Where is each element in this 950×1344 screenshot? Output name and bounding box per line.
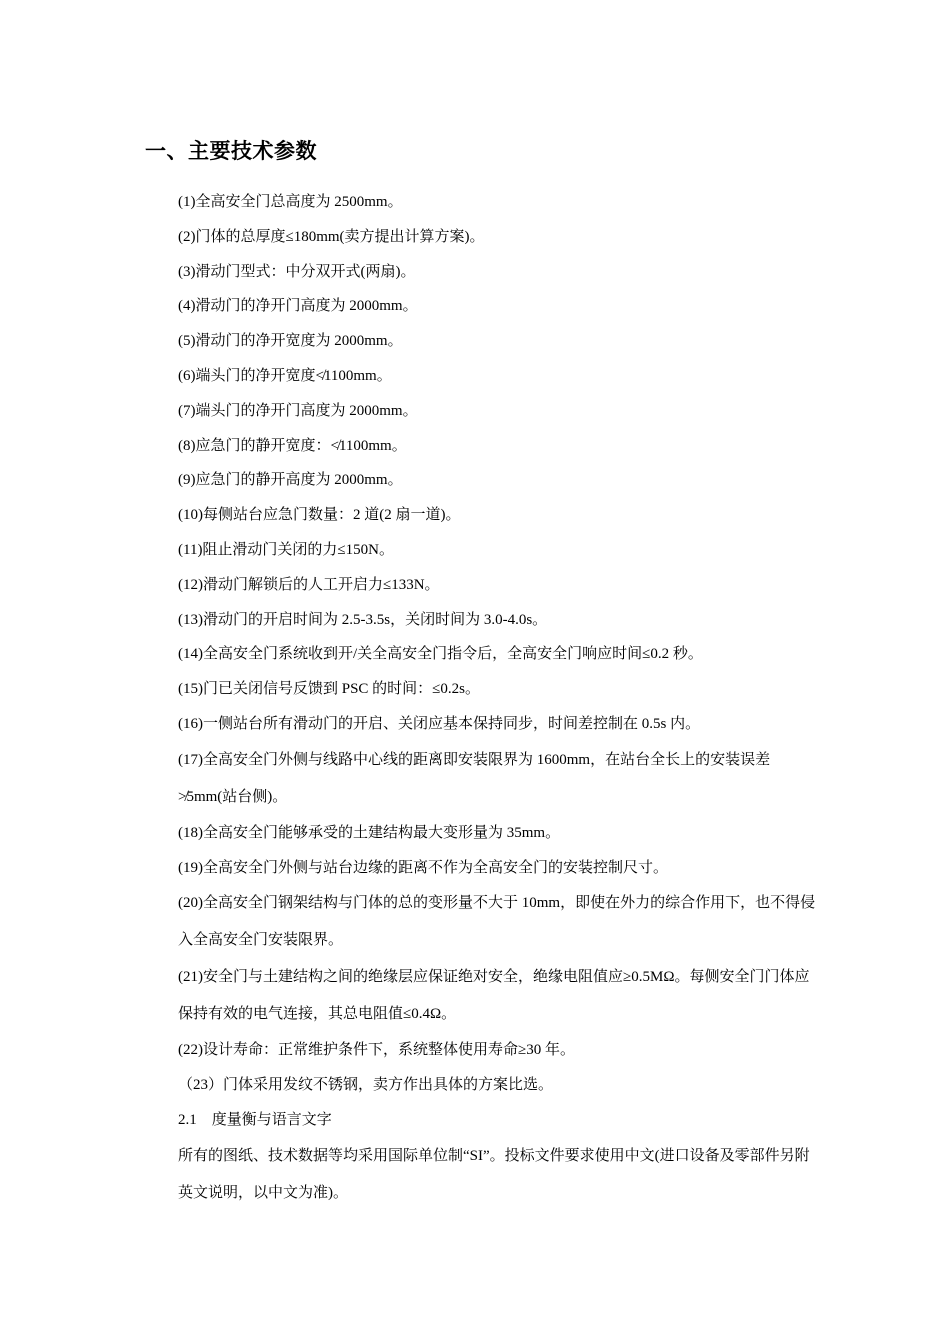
section-heading: 一、主要技术参数 [145,139,317,163]
parameter-list [178,185,818,1212]
list-item: (9)应急门的静开高度为 2000mm。 [178,472,403,489]
list-item: (16)一侧站台所有滑动门的开启、关闭应基本保持同步，时间差控制在 0.5s 内。 [178,715,701,732]
list-item: (7)端头门的净开门高度为 2000mm。 [178,402,418,419]
subsection-heading: 2.1 度量衡与语言文字 [178,1111,332,1128]
list-item: (11)阻止滑动门关闭的力≤150N。 [178,541,394,558]
list-item: (22)设计寿命：正常维护条件下，系统整体使用寿命≥30 年。 [178,1042,575,1059]
list-item: (8)应急门的静开宽度：≮1100mm。 [178,437,407,454]
list-item: (5)滑动门的净开宽度为 2000mm。 [178,333,403,350]
list-item: (14)全高安全门系统收到开/关全高安全门指令后，全高安全门响应时间≤0.2 秒。 [178,646,703,663]
list-item: (17)全高安全门外侧与线路中心线的距离即安装限界为 1600mm，在站台全长上的安装误差≯5mm(站台侧)。 [178,751,771,805]
list-item: (20)全高安全门钢架结构与门体的总的变形量不大于 10mm，即使在外力的综合作用下，也不得侵入全高安全门安装限界。 [178,895,816,949]
closing-paragraph: 所有的图纸、技术数据等均采用国际单位制“SI”。投标文件要求使用中文(进口设备及零部件另附英文说明，以中文为准)。 [178,1147,810,1201]
list-item: (21)安全门与土建结构之间的绝缘层应保证绝对安全，绝缘电阻值应≥0.5MΩ。每侧安全门门体应保持有效的电气连接，其总电阻值≤0.4Ω。 [178,969,810,1023]
list-item: (6)端头门的净开宽度≮1100mm。 [178,367,392,384]
list-item: (10)每侧站台应急门数量：2 道(2 扇一道)。 [178,507,461,524]
list-item: (19)全高安全门外侧与站台边缘的距离不作为全高安全门的安装控制尺寸。 [178,859,668,876]
list-item: (4)滑动门的净开门高度为 2000mm。 [178,298,418,315]
list-item: (12)滑动门解锁后的人工开启力≤133N。 [178,576,440,593]
list-item: (18)全高安全门能够承受的土建结构最大变形量为 35mm。 [178,824,561,841]
list-item: (13)滑动门的开启时间为 2.5-3.5s，关闭时间为 3.0-4.0s。 [178,611,548,628]
list-item: (15)门已关闭信号反馈到 PSC 的时间：≤0.2s。 [178,681,481,698]
list-item: （23）门体采用发纹不锈钢，卖方作出具体的方案比选。 [178,1077,554,1094]
list-item: (1)全高安全门总高度为 2500mm。 [178,194,403,210]
list-item: (2)门体的总厚度≤180mm(卖方提出计算方案)。 [178,228,485,245]
list-item: (3)滑动门型式：中分双开式(两扇)。 [178,263,416,280]
